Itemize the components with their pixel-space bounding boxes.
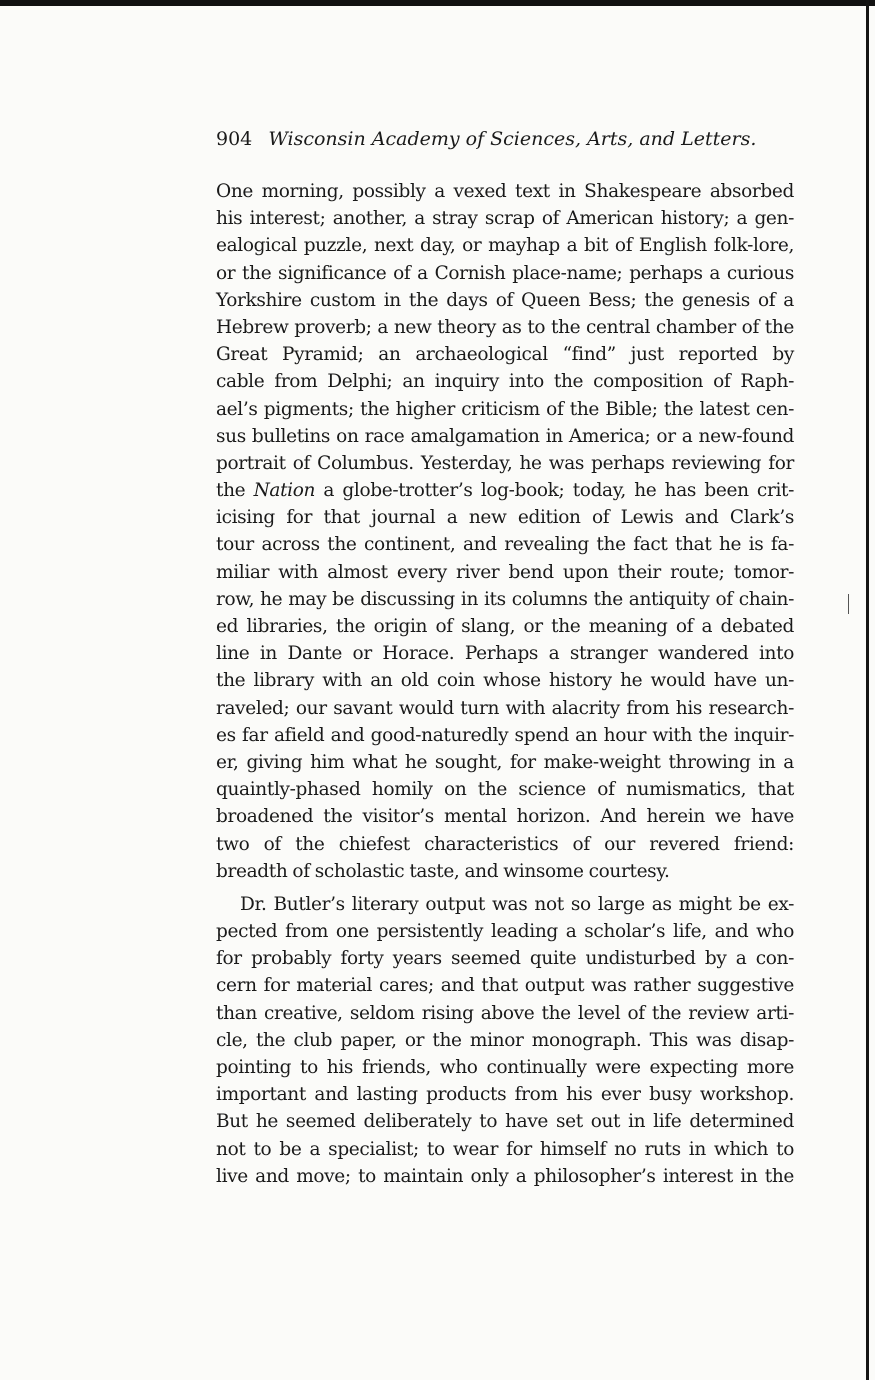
text-line: pointing to his friends, who continually were expecting more <box>216 1057 794 1078</box>
running-header <box>216 128 796 150</box>
text-fragment: a globe-trotter’s log-book; today, he has been crit- <box>315 480 794 502</box>
text-line: broadened the visitor’s mental horizon. And herein we have <box>216 806 794 828</box>
text-line: his interest; another, a stray scrap of American history; a gen- <box>216 208 794 230</box>
text-line: But he seemed deliberately to have set out in life determined <box>216 1111 794 1133</box>
text-line: cern for material cares; and that output was rather suggestive <box>216 975 794 997</box>
text-line: not to be a specialist; to wear for himself no ruts in which to <box>216 1138 794 1160</box>
text-line: row, he may be discussing in its columns the antiquity of chain- <box>216 588 794 610</box>
text-line: es far afield and good-naturedly spend an hour with the inquir- <box>216 724 794 746</box>
text-line: sus bulletins on race amalgamation in America; or a new-found <box>216 425 794 447</box>
text-line: ael’s pigments; the higher criticism of the Bible; the latest cen- <box>216 398 794 420</box>
text-line: for probably forty years seemed quite undisturbed by a con- <box>216 948 794 970</box>
text-line: cle, the club paper, or the minor monograph. This was disap- <box>216 1029 794 1051</box>
text-line: important and lasting products from his ever busy workshop. <box>216 1084 794 1106</box>
body-text <box>216 178 794 1190</box>
text-line-with-italic <box>216 477 794 504</box>
text-line: quaintly-phased homily on the science of numismatics, that <box>216 779 794 801</box>
text-line: Yorkshire custom in the days of Queen Bess; the genesis of a <box>216 289 794 311</box>
text-line: icising for that journal a new edition of Lewis and Clark’s <box>216 507 794 529</box>
text-line: line in Dante or Horace. Perhaps a stranger wandered into <box>216 643 794 665</box>
text-line: Hebrew proverb; a new theory as to the central chamber of the <box>216 316 794 338</box>
text-line: live and move; to maintain only a philosopher’s interest in the <box>216 1165 794 1187</box>
text-fragment: the <box>216 480 254 502</box>
text-line: portrait of Columbus. Yesterday, he was perhaps reviewing for <box>216 452 794 474</box>
text-line: tour across the continent, and revealing the fact that he is fa- <box>216 534 794 556</box>
text-line: Great Pyramid; an archaeological “find” just reported by <box>216 344 794 366</box>
text-line: breadth of scholastic taste, and winsome courtesy. <box>216 860 670 882</box>
text-line: One morning, possibly a vexed text in Shakespeare absorbed <box>216 181 794 202</box>
text-line: ed libraries, the origin of slang, or the meaning of a debated <box>216 616 794 637</box>
text-line: miliar with almost every river bend upon their route; tomor- <box>216 561 794 583</box>
text-line: than creative, seldom rising above the level of the review arti- <box>216 1002 794 1024</box>
text-line: raveled; our savant would turn with alacrity from his research- <box>216 697 794 719</box>
scan-right-edge <box>866 0 869 1380</box>
page-number: 904 <box>216 128 253 150</box>
text-line: er, giving him what he sought, for make-weight throwing in a <box>216 751 794 773</box>
margin-mark <box>848 594 849 614</box>
journal-title-nation: Nation <box>253 480 316 502</box>
running-title: Wisconsin Academy of Sciences, Arts, and Letters. <box>268 128 757 150</box>
text-line: or the significance of a Cornish place-name; perhaps a curious <box>216 262 794 284</box>
text-line: pected from one persistently leading a scholar’s life, and who <box>216 921 794 943</box>
scan-top-edge <box>0 0 875 6</box>
text-line: two of the chiefest characteristics of our revered friend: <box>216 833 794 855</box>
text-line: Dr. Butler’s literary output was not so large as might be ex- <box>240 893 794 915</box>
text-line: the library with an old coin whose history he would have un- <box>216 670 794 692</box>
text-line: cable from Delphi; an inquiry into the composition of Raph- <box>216 371 794 393</box>
text-line: ealogical puzzle, next day, or mayhap a bit of English folk-lore, <box>216 235 794 257</box>
